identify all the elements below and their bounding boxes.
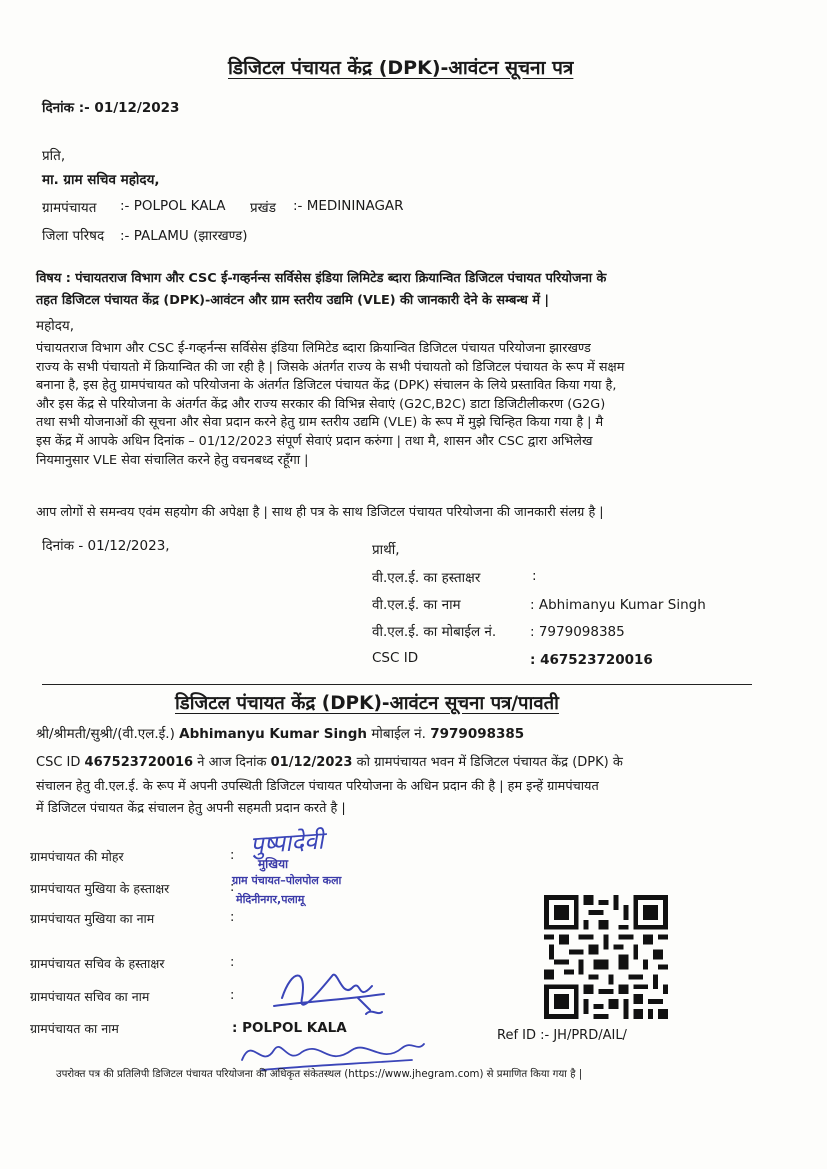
receipt-title: डिजिटल पंचायत केंद्र (DPK)-आवंटन सूचना पत्र/पावती [175, 693, 559, 714]
footer-note: उपरोक्त पत्र की प्रतिलिपी डिजिटल पंचायत परियोजना की अधिकृत संकेतस्थल (https://www.jhegram.com) से प्रमाणित किया गया है | [56, 1069, 583, 1080]
body-paragraph [36, 340, 624, 470]
field-value: : POLPOL KALA [232, 1020, 347, 1036]
field-label: ग्रामपंचायत मुखिया का नाम [30, 911, 155, 926]
stamp-title: मुखिया [258, 857, 289, 871]
csc-value: 467523720016 [84, 755, 194, 770]
vle-sign-colon: : [532, 568, 537, 584]
receipt-line-4: में डिजिटल पंचायत केंद्र संचालन हेतु अपनी सहमती प्रदान करते है | [36, 801, 346, 816]
secretary-signature [262, 958, 392, 1028]
body-line: इस केंद्र में आपके अधिन दिनांक – 01/12/2023 संपूर्ण सेवाएं प्रदान करुंगा | तथा मै, शासन और CSC द्वारा अभिलेख [36, 433, 593, 449]
vle-name: : Abhimanyu Kumar Singh [530, 597, 706, 613]
to-line: प्रति, [42, 148, 66, 164]
vle-sign-label: वी.एल.ई. का हस्ताक्षर [372, 570, 481, 586]
block-label: प्रखंड [250, 200, 276, 216]
field-label: ग्रामपंचायत सचिव का नाम [30, 989, 150, 1004]
stamp-line-2: मेदिनीनगर,पलामू [236, 893, 305, 906]
line2-mid: ने आज दिनांक [197, 755, 267, 770]
receipt-line-3: संचालन हेतु वी.एल.ई. के रूप में अपनी उपस्थिती डिजिटल पंचायत परियोजना के अधिन प्रदान की है | हम इन्हें ग्रामपंचायत [36, 779, 599, 794]
subject-line-1: विषय : पंचायतराज विभाग और CSC ई-गव्हर्नन्स सर्विसेस इंडिया लिमिटेड ब्दारा क्रियान्वित डिजिटल पंचायत परियोजना के [36, 271, 607, 286]
body-line: तथा सभी योजनाओं की सूचना और सेवा प्रदान करने हेतु ग्राम स्तरीय उद्यमि (VLE) के रूप में मुझे चिन्हित किया गया है | मै [36, 415, 604, 431]
field-value: : [230, 955, 235, 970]
body-line: पंचायतराज विभाग और CSC ई-गव्हर्नन्स सर्विसेस इंडिया लिमिटेड ब्दारा क्रियान्वित डिजिटल पंचायत परियोजना झारखण्ड [36, 341, 591, 356]
notice-date: दिनांक :- 01/12/2023 [42, 100, 180, 116]
mukhiya-signature: पुष्पादेवी [249, 826, 325, 860]
receipt-line-2 [36, 752, 623, 770]
csc-label: CSC ID [372, 650, 419, 666]
stamp-line-1: ग्राम पंचायत–पोलपोल कला [232, 874, 342, 887]
gp-value: :- POLPOL KALA [120, 198, 226, 214]
body-line: नियमानुसार VLE सेवा संचालित करने हेतु वचनबध्द रहूँगा | [36, 452, 309, 468]
section-divider [42, 684, 752, 685]
ref-id: Ref ID :- JH/PRD/AIL/ [497, 1028, 627, 1043]
qr-code [544, 895, 668, 1019]
district-label: जिला परिषद [42, 228, 105, 244]
field-value: : [230, 910, 235, 925]
line2-date: 01/12/2023 [270, 755, 353, 770]
vle-name-value: Abhimanyu Kumar Singh [179, 726, 368, 742]
field-label: ग्रामपंचायत सचिव के हस्ताक्षर [30, 956, 165, 971]
subject-line-2: तहत डिजिटल पंचायत केंद्र (DPK)-आवंटन और ग्राम स्तरीय उद्यमि (VLE) की जानकारी देने के सम्बन्ध में | [36, 293, 550, 308]
mobile-label: मोबाईल नं. [371, 726, 426, 742]
field-value: : [230, 988, 235, 1003]
applicant-label: प्रार्थी, [372, 542, 400, 558]
body-line: और इस केंद्र से परियोजना के अंतर्गत केंद्र और राज्य सरकार की विभिन्न सेवाएं (G2C,B2C) डाटा डिजिटीलीकरण (G2G) [36, 396, 606, 412]
mobile-value: 7979098385 [430, 726, 525, 742]
name-prefix: श्री/श्रीमती/सुश्री/(वी.एल.ई.) [36, 726, 175, 742]
body-line: बनाना है, इस हेतु ग्रामपंचायत को परियोजना के अंतर्गत डिजिटल पंचायत केंद्र (DPK) संचालन के लिये प्रस्तावित किया गया है, [36, 378, 617, 394]
field-label: ग्रामपंचायत मुखिया के हस्ताक्षर [30, 881, 170, 896]
field-value: : [230, 848, 235, 863]
addressee: मा. ग्राम सचिव महोदय, [42, 172, 160, 188]
closing-line: आप लोगों से समन्वय एवंम सहयोग की अपेक्षा है | साथ ही पत्र के साथ डिजिटल पंचायत परियोजना की जानकारी संलग्र है | [36, 505, 604, 520]
salutation: महोदय, [36, 318, 75, 334]
receipt-line-1 [36, 724, 524, 742]
bottom-date: दिनांक - 01/12/2023, [42, 538, 170, 554]
field-label: ग्रामपंचायत की मोहर [30, 849, 124, 864]
body-line: राज्य के सभी पंचायतो में क्रियान्वित की जा रही है | जिसके अंतर्गत राज्य के सभी पंचायतो को डिजिटल पंचायत के रूप में सक्षम [36, 359, 625, 375]
vle-mobile-label: वी.एल.ई. का मोबाईल नं. [372, 624, 497, 640]
csc-id: : 467523720016 [530, 652, 653, 668]
csc-label: CSC ID [36, 755, 81, 770]
district-value: :- PALAMU (झारखण्ड) [120, 228, 248, 244]
field-label: ग्रामपंचायत का नाम [30, 1021, 119, 1036]
block-value: :- MEDININAGAR [293, 198, 404, 214]
line2-rest: को ग्रामपंचायत भवन में डिजिटल पंचायत केंद्र (DPK) के [356, 755, 623, 770]
vle-mobile: : 7979098385 [530, 624, 625, 640]
vle-name-label: वी.एल.ई. का नाम [372, 597, 461, 613]
field-value: : [230, 880, 235, 895]
gp-label: ग्रामपंचायत [42, 200, 97, 216]
notice-title: डिजिटल पंचायत केंद्र (DPK)-आवंटन सूचना पत्र [228, 57, 574, 79]
